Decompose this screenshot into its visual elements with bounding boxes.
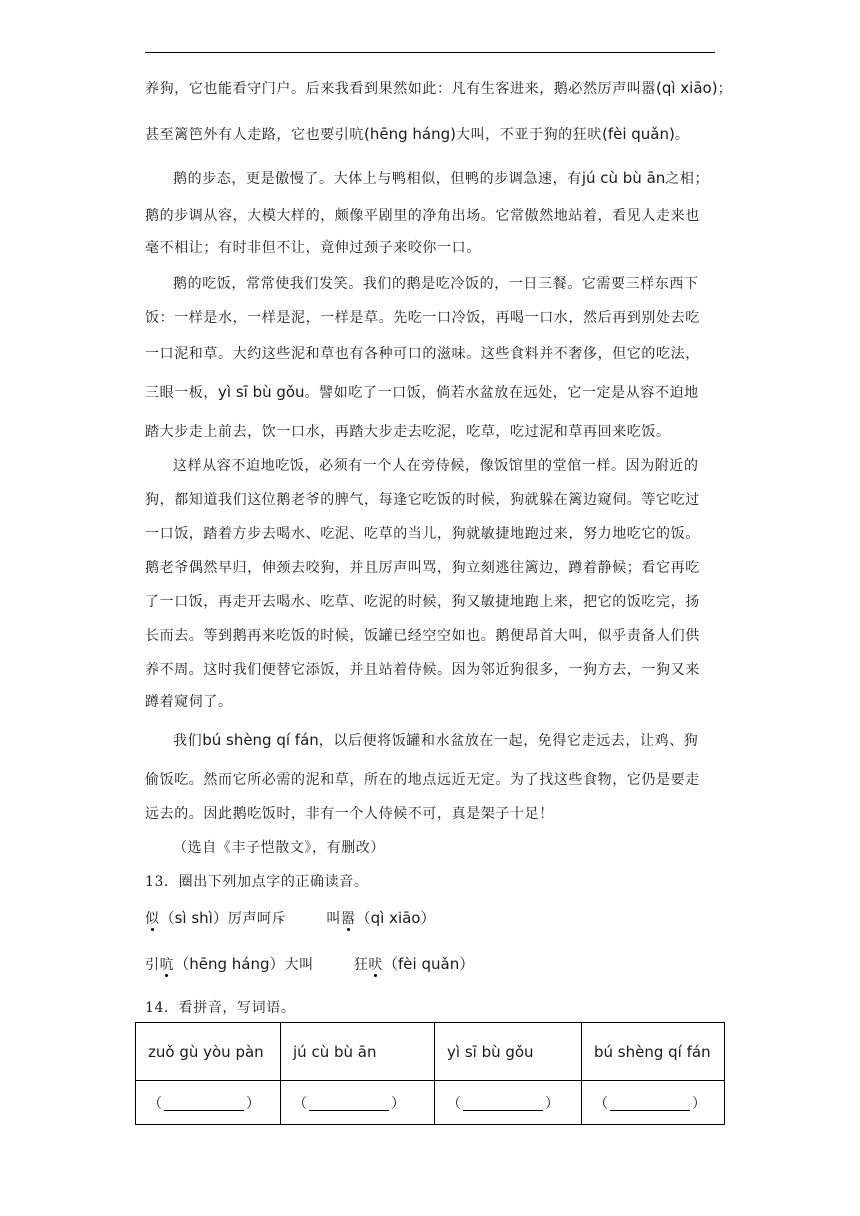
text: 我们: [173, 733, 203, 749]
pinyin: (hēng háng): [364, 125, 456, 143]
source-citation: （选自《丰子恺散文》，有删改）: [173, 840, 385, 856]
text: 养狗，它也能看守门户。后来我看到果然如此：凡有生客进来，鹅必然厉声叫嚣: [145, 81, 656, 97]
pinyin-cell: zuǒ gù yòu pàn: [136, 1023, 281, 1081]
answer-cell[interactable]: [281, 1081, 435, 1125]
pinyin-options[interactable]: （qì xiāo）: [355, 909, 436, 927]
paren: （: [447, 1095, 461, 1112]
pinyin: (fèi quǎn): [601, 125, 675, 143]
passage-line: 毫不相让；有时非但不让，竟伸过颈子来咬你一口。: [145, 240, 481, 256]
answer-blank[interactable]: [463, 1096, 543, 1111]
dotted-char: 吠: [368, 957, 384, 973]
passage-line: 养不周。这时我们便替它添饭，并且站着侍候。因为邻近狗很多，一狗方去，一狗又来: [145, 662, 700, 678]
text: 。譬如吃了一口饭，倘若水盆放在远处，它一定是从容不迫地: [304, 385, 699, 401]
answer-cell[interactable]: [435, 1081, 582, 1125]
text: 大叫，不亚于狗的狂吠: [455, 127, 602, 143]
paren: （: [594, 1095, 608, 1112]
paren: ）: [692, 1095, 706, 1112]
header-rule: [145, 52, 715, 53]
q13-item-row-2: [145, 954, 474, 975]
q13-item-row-1: [145, 908, 435, 929]
text: 之相；: [665, 171, 710, 187]
pinyin-options[interactable]: （hēng háng）: [174, 955, 285, 973]
passage-line: [173, 730, 698, 751]
passage-line: 蹲着窥伺了。: [145, 694, 233, 710]
dotted-char: 嚣: [341, 911, 356, 927]
text: 狂: [353, 957, 369, 973]
pinyin: jú cù bù ān: [581, 169, 666, 187]
text: 引: [145, 957, 160, 973]
table-row: [136, 1023, 725, 1081]
answer-blank[interactable]: [309, 1096, 389, 1111]
passage-line: 长而去。等到鹅再来吃饭的时候，饭罐已经空空如也。鹅便昂首大叫，似乎责备人们供: [145, 628, 700, 644]
table-row: [136, 1081, 725, 1125]
passage-line: 了一口饭，再走开去喝水、吃草、吃泥的时候，狗又敏捷地跑上来，把它的饭吃完，扬: [145, 594, 700, 610]
passage-line: 饭：一样是水，一样是泥，一样是草。先吃一口冷饭，再喝一口水，然后再到别处去吃: [145, 310, 700, 326]
text: 大叫: [284, 957, 314, 973]
passage-line: 偷饭吃。然而它所必需的泥和草，所在的地点远近无定。为了找这些食物，它仍是要走: [145, 772, 700, 788]
passage-line: 狗，都知道我们这位鹅老爷的脾气，每逢它吃饭的时候，狗就躲在篱边窥伺。等它吃过: [145, 492, 700, 508]
passage-line: 鹅老爷偶然早归，伸颈去咬狗，并且厉声叫骂，狗立刻逃往篱边，蹲着静候；看它再吃: [145, 560, 700, 576]
pinyin: bú shèng qí fán: [202, 731, 319, 749]
text: 叫: [326, 911, 341, 927]
passage-line: 这样从容不迫地吃饭，必须有一个人在旁侍候，像饭馆里的堂倌一样。因为附近的: [173, 458, 699, 474]
passage-line: 远去的。因此鹅吃饭时，非有一个人侍候不可，真是架子十足！: [145, 806, 554, 822]
paren: ）: [246, 1095, 260, 1112]
dotted-char: 似: [145, 911, 160, 927]
answer-cell[interactable]: [136, 1081, 281, 1125]
text: 。: [674, 127, 690, 143]
pinyin-options[interactable]: （fèi quǎn）: [383, 955, 475, 973]
text: 厉声呵斥: [227, 911, 287, 927]
text: ，以后便将饭罐和水盆放在一起，免得它走远去，让鸡、狗: [318, 733, 699, 749]
text: 鹅的步态，更是傲慢了。大体上与鸭相似，但鸭的步调急速，有: [173, 171, 582, 187]
dotted-char: 吭: [159, 957, 175, 973]
passage-line: [145, 382, 699, 403]
text: ；: [717, 81, 733, 97]
question-13-title: 13．圈出下列加点字的正确读音。: [145, 874, 369, 890]
answer-cell[interactable]: [582, 1081, 725, 1125]
pinyin: (qì xiāo): [656, 79, 718, 97]
passage-line: 一口饭，踏着方步去喝水、吃泥、吃草的当儿，狗就敏捷地跑过来，努力地吃它的饭。: [145, 526, 700, 542]
pinyin-options[interactable]: （sì shì）: [159, 909, 228, 927]
passage-line: [145, 78, 732, 99]
passage-line: [145, 124, 689, 145]
passage-line: 一口泥和草。大约这些泥和草也有各种可口的滋味。这些食料并不奢侈，但它的吃法，: [145, 346, 700, 362]
pinyin-cell: jú cù bù ān: [281, 1023, 435, 1081]
pinyin-cell: bú shèng qí fán: [582, 1023, 725, 1081]
paren: ）: [391, 1095, 405, 1112]
pinyin-cell: yì sī bù gǒu: [435, 1023, 582, 1081]
paren: ）: [545, 1095, 559, 1112]
answer-blank[interactable]: [164, 1096, 244, 1111]
pinyin: yì sī bù gǒu: [218, 383, 305, 401]
question-14-title: 14．看拼音，写词语。: [145, 1000, 296, 1016]
passage-line: 鹅的吃饭，常常使我们发笑。我们的鹅是吃冷饭的，一日三餐。它需要三样东西下: [173, 276, 699, 292]
text: 三眼一板，: [145, 385, 218, 401]
paren: （: [148, 1095, 162, 1112]
passage-line: 鹅的步调从容，大模大样的，颇像平剧里的净角出场。它常傲然地站着，看见人走来也: [145, 208, 700, 224]
answer-blank[interactable]: [610, 1096, 690, 1111]
passage-line: [173, 168, 709, 189]
pinyin-table: [135, 1022, 725, 1125]
paren: （: [293, 1095, 307, 1112]
passage-line: 踏大步走上前去，饮一口水，再踏大步走去吃泥，吃草，吃过泥和草再回来吃饭。: [145, 424, 671, 440]
text: 甚至篱笆外有人走路，它也要引吭: [145, 127, 364, 143]
